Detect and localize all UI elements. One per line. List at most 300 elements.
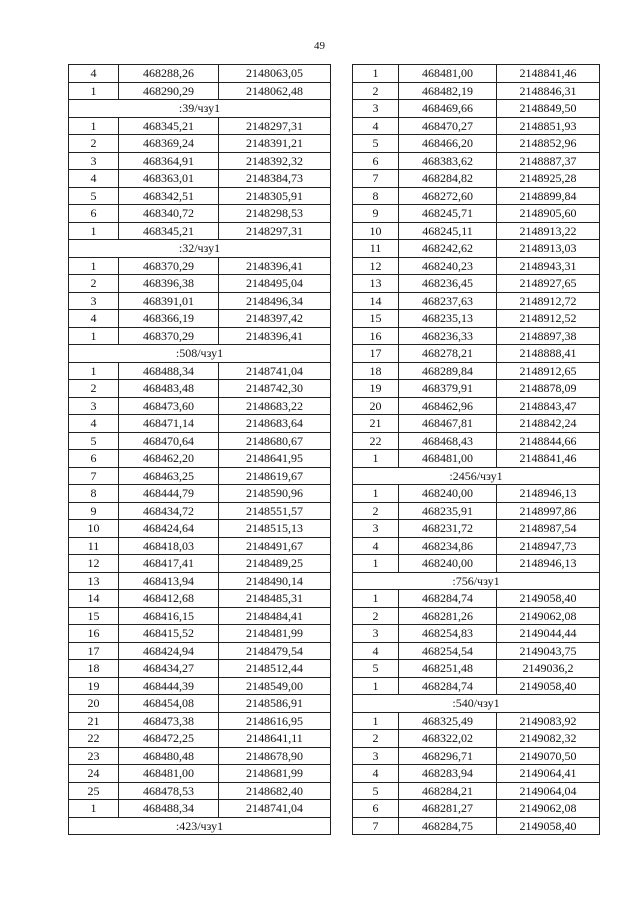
coordinate-row: [69, 712, 331, 730]
parcel-label: :423/чзу1: [69, 817, 331, 835]
x-coordinate-cell: 468284,74: [399, 677, 497, 695]
point-number-cell: 1: [353, 712, 399, 730]
x-coordinate-cell: 468345,21: [119, 117, 219, 135]
coordinate-row: [353, 240, 600, 258]
coordinate-row: [353, 187, 600, 205]
x-coordinate-cell: 468462,96: [399, 397, 497, 415]
y-coordinate-cell: 2148641,11: [219, 730, 331, 748]
coordinate-row: [69, 187, 331, 205]
y-coordinate-cell: 2148844,66: [497, 432, 600, 450]
x-coordinate-cell: 468272,60: [399, 187, 497, 205]
coordinate-row: [353, 345, 600, 363]
point-number-cell: 4: [353, 537, 399, 555]
parcel-label-row: [353, 572, 600, 590]
point-number-cell: 15: [69, 607, 119, 625]
x-coordinate-cell: 468418,03: [119, 537, 219, 555]
y-coordinate-cell: 2148897,38: [497, 327, 600, 345]
y-coordinate-cell: 2148495,04: [219, 275, 331, 293]
x-coordinate-cell: 468254,54: [399, 642, 497, 660]
y-coordinate-cell: 2149044,44: [497, 625, 600, 643]
y-coordinate-cell: 2148616,95: [219, 712, 331, 730]
y-coordinate-cell: 2148946,13: [497, 485, 600, 503]
y-coordinate-cell: 2148491,67: [219, 537, 331, 555]
coordinate-row: [69, 485, 331, 503]
point-number-cell: 14: [353, 292, 399, 310]
x-coordinate-cell: 468281,26: [399, 607, 497, 625]
x-coordinate-cell: 468396,38: [119, 275, 219, 293]
x-coordinate-cell: 468444,79: [119, 485, 219, 503]
point-number-cell: 1: [353, 555, 399, 573]
x-coordinate-cell: 468240,23: [399, 257, 497, 275]
coordinate-row: [69, 747, 331, 765]
coordinate-row: [353, 222, 600, 240]
coordinate-row: [69, 660, 331, 678]
point-number-cell: 16: [353, 327, 399, 345]
coordinate-row: [353, 730, 600, 748]
point-number-cell: 1: [69, 117, 119, 135]
point-number-cell: 13: [69, 572, 119, 590]
coordinate-row: [353, 205, 600, 223]
y-coordinate-cell: 2148396,41: [219, 257, 331, 275]
y-coordinate-cell: 2148741,04: [219, 362, 331, 380]
y-coordinate-cell: 2148899,84: [497, 187, 600, 205]
y-coordinate-cell: 2148912,52: [497, 310, 600, 328]
point-number-cell: 1: [69, 327, 119, 345]
x-coordinate-cell: 468413,94: [119, 572, 219, 590]
coordinate-row: [69, 555, 331, 573]
x-coordinate-cell: 468488,34: [119, 800, 219, 818]
point-number-cell: 1: [69, 362, 119, 380]
x-coordinate-cell: 468478,53: [119, 782, 219, 800]
coordinate-row: [69, 170, 331, 188]
x-coordinate-cell: 468289,84: [399, 362, 497, 380]
y-coordinate-cell: 2148843,47: [497, 397, 600, 415]
point-number-cell: 5: [353, 135, 399, 153]
point-number-cell: 8: [69, 485, 119, 503]
y-coordinate-cell: 2148297,31: [219, 117, 331, 135]
y-coordinate-cell: 2149058,40: [497, 817, 600, 835]
x-coordinate-cell: 468481,00: [399, 65, 497, 83]
y-coordinate-cell: 2149064,41: [497, 765, 600, 783]
point-number-cell: 9: [69, 502, 119, 520]
y-coordinate-cell: 2148392,32: [219, 152, 331, 170]
point-number-cell: 20: [353, 397, 399, 415]
parcel-label-row: [69, 345, 331, 363]
coordinate-row: [69, 135, 331, 153]
y-coordinate-cell: 2148841,46: [497, 450, 600, 468]
y-coordinate-cell: 2149082,32: [497, 730, 600, 748]
point-number-cell: 17: [353, 345, 399, 363]
point-number-cell: 2: [353, 502, 399, 520]
y-coordinate-cell: 2148741,04: [219, 800, 331, 818]
coordinate-row: [353, 82, 600, 100]
x-coordinate-cell: 468473,60: [119, 397, 219, 415]
coordinate-row: [353, 502, 600, 520]
page-number: 49: [314, 40, 325, 52]
coordinate-row: [353, 660, 600, 678]
x-coordinate-cell: 468417,41: [119, 555, 219, 573]
coordinate-row: [69, 117, 331, 135]
x-coordinate-cell: 468245,71: [399, 205, 497, 223]
parcel-label: :756/чзу1: [353, 572, 600, 590]
coordinate-row: [69, 275, 331, 293]
y-coordinate-cell: 2148396,41: [219, 327, 331, 345]
coordinate-row: [353, 292, 600, 310]
x-coordinate-cell: 468342,51: [119, 187, 219, 205]
x-coordinate-cell: 468463,25: [119, 467, 219, 485]
y-coordinate-cell: 2148841,46: [497, 65, 600, 83]
coordinate-row: [69, 765, 331, 783]
coordinate-row: [69, 362, 331, 380]
x-coordinate-cell: 468416,15: [119, 607, 219, 625]
y-coordinate-cell: 2149036,2: [497, 660, 600, 678]
y-coordinate-cell: 2148680,67: [219, 432, 331, 450]
point-number-cell: 3: [353, 747, 399, 765]
right-coordinates-table: [352, 64, 600, 835]
coordinate-row: [353, 397, 600, 415]
x-coordinate-cell: 468235,13: [399, 310, 497, 328]
x-coordinate-cell: 468288,26: [119, 65, 219, 83]
point-number-cell: 25: [69, 782, 119, 800]
x-coordinate-cell: 468415,52: [119, 625, 219, 643]
point-number-cell: 7: [69, 467, 119, 485]
coordinate-row: [353, 135, 600, 153]
y-coordinate-cell: 2148641,95: [219, 450, 331, 468]
coordinate-row: [353, 782, 600, 800]
y-coordinate-cell: 2148512,44: [219, 660, 331, 678]
parcel-label-row: [353, 695, 600, 713]
coordinate-row: [69, 205, 331, 223]
point-number-cell: 10: [69, 520, 119, 538]
point-number-cell: 15: [353, 310, 399, 328]
y-coordinate-cell: 2148913,22: [497, 222, 600, 240]
x-coordinate-cell: 468284,74: [399, 590, 497, 608]
y-coordinate-cell: 2148391,21: [219, 135, 331, 153]
coordinate-row: [353, 170, 600, 188]
x-coordinate-cell: 468364,91: [119, 152, 219, 170]
y-coordinate-cell: 2148551,57: [219, 502, 331, 520]
point-number-cell: 4: [69, 415, 119, 433]
y-coordinate-cell: 2148878,09: [497, 380, 600, 398]
coordinate-row: [353, 380, 600, 398]
coordinate-row: [353, 432, 600, 450]
point-number-cell: 3: [69, 152, 119, 170]
coordinate-row: [69, 642, 331, 660]
x-coordinate-cell: 468412,68: [119, 590, 219, 608]
point-number-cell: 18: [69, 660, 119, 678]
point-number-cell: 1: [353, 677, 399, 695]
coordinate-row: [69, 257, 331, 275]
point-number-cell: 3: [353, 520, 399, 538]
parcel-label: :508/чзу1: [69, 345, 331, 363]
x-coordinate-cell: 468369,24: [119, 135, 219, 153]
x-coordinate-cell: 468284,82: [399, 170, 497, 188]
coordinate-row: [69, 607, 331, 625]
coordinate-row: [69, 520, 331, 538]
point-number-cell: 18: [353, 362, 399, 380]
y-coordinate-cell: 2148943,31: [497, 257, 600, 275]
y-coordinate-cell: 2148683,64: [219, 415, 331, 433]
point-number-cell: 1: [69, 222, 119, 240]
coordinate-row: [69, 397, 331, 415]
x-coordinate-cell: 468290,29: [119, 82, 219, 100]
point-number-cell: 6: [69, 450, 119, 468]
coordinate-row: [353, 677, 600, 695]
x-coordinate-cell: 468424,64: [119, 520, 219, 538]
coordinate-row: [353, 537, 600, 555]
x-coordinate-cell: 468424,94: [119, 642, 219, 660]
x-coordinate-cell: 468462,20: [119, 450, 219, 468]
y-coordinate-cell: 2148842,24: [497, 415, 600, 433]
point-number-cell: 3: [353, 625, 399, 643]
point-number-cell: 4: [353, 642, 399, 660]
point-number-cell: 11: [69, 537, 119, 555]
y-coordinate-cell: 2148549,00: [219, 677, 331, 695]
point-number-cell: 2: [353, 607, 399, 625]
coordinate-row: [353, 450, 600, 468]
x-coordinate-cell: 468467,81: [399, 415, 497, 433]
coordinate-row: [353, 765, 600, 783]
y-coordinate-cell: 2148515,13: [219, 520, 331, 538]
point-number-cell: 7: [353, 170, 399, 188]
y-coordinate-cell: 2149058,40: [497, 590, 600, 608]
y-coordinate-cell: 2148590,96: [219, 485, 331, 503]
y-coordinate-cell: 2148925,28: [497, 170, 600, 188]
point-number-cell: 12: [69, 555, 119, 573]
y-coordinate-cell: 2148887,37: [497, 152, 600, 170]
point-number-cell: 5: [69, 432, 119, 450]
y-coordinate-cell: 2148586,91: [219, 695, 331, 713]
y-coordinate-cell: 2148851,93: [497, 117, 600, 135]
point-number-cell: 14: [69, 590, 119, 608]
x-coordinate-cell: 468483,48: [119, 380, 219, 398]
coordinate-row: [353, 327, 600, 345]
point-number-cell: 7: [353, 817, 399, 835]
point-number-cell: 4: [353, 117, 399, 135]
x-coordinate-cell: 468383,62: [399, 152, 497, 170]
y-coordinate-cell: 2148846,31: [497, 82, 600, 100]
y-coordinate-cell: 2148496,34: [219, 292, 331, 310]
y-coordinate-cell: 2148619,67: [219, 467, 331, 485]
y-coordinate-cell: 2148946,13: [497, 555, 600, 573]
left-coordinates-table: [68, 64, 331, 835]
point-number-cell: 19: [353, 380, 399, 398]
point-number-cell: 2: [69, 135, 119, 153]
x-coordinate-cell: 468370,29: [119, 327, 219, 345]
x-coordinate-cell: 468363,01: [119, 170, 219, 188]
point-number-cell: 23: [69, 747, 119, 765]
y-coordinate-cell: 2148683,22: [219, 397, 331, 415]
coordinate-row: [69, 380, 331, 398]
y-coordinate-cell: 2149062,08: [497, 800, 600, 818]
x-coordinate-cell: 468296,71: [399, 747, 497, 765]
coordinate-row: [353, 65, 600, 83]
x-coordinate-cell: 468471,14: [119, 415, 219, 433]
point-number-cell: 1: [69, 800, 119, 818]
x-coordinate-cell: 468444,39: [119, 677, 219, 695]
x-coordinate-cell: 468488,34: [119, 362, 219, 380]
coordinate-row: [353, 590, 600, 608]
x-coordinate-cell: 468480,48: [119, 747, 219, 765]
coordinate-row: [353, 362, 600, 380]
point-number-cell: 3: [69, 292, 119, 310]
coordinate-row: [353, 800, 600, 818]
coordinate-row: [69, 450, 331, 468]
x-coordinate-cell: 468469,66: [399, 100, 497, 118]
x-coordinate-cell: 468345,21: [119, 222, 219, 240]
point-number-cell: 1: [353, 65, 399, 83]
coordinate-row: [69, 415, 331, 433]
coordinate-row: [69, 782, 331, 800]
x-coordinate-cell: 468466,20: [399, 135, 497, 153]
point-number-cell: 21: [69, 712, 119, 730]
y-coordinate-cell: 2148912,65: [497, 362, 600, 380]
coordinate-row: [353, 257, 600, 275]
point-number-cell: 1: [353, 450, 399, 468]
point-number-cell: 4: [69, 310, 119, 328]
point-number-cell: 1: [353, 590, 399, 608]
point-number-cell: 2: [353, 82, 399, 100]
x-coordinate-cell: 468235,91: [399, 502, 497, 520]
x-coordinate-cell: 468482,19: [399, 82, 497, 100]
y-coordinate-cell: 2148485,31: [219, 590, 331, 608]
parcel-label: :2456/чзу1: [353, 467, 600, 485]
y-coordinate-cell: 2149083,92: [497, 712, 600, 730]
y-coordinate-cell: 2148397,42: [219, 310, 331, 328]
point-number-cell: 16: [69, 625, 119, 643]
coordinate-row: [353, 642, 600, 660]
point-number-cell: 4: [69, 170, 119, 188]
point-number-cell: 2: [353, 730, 399, 748]
coordinate-row: [69, 730, 331, 748]
y-coordinate-cell: 2148489,25: [219, 555, 331, 573]
y-coordinate-cell: 2148927,65: [497, 275, 600, 293]
point-number-cell: 22: [353, 432, 399, 450]
parcel-label-row: [69, 817, 331, 835]
point-number-cell: 9: [353, 205, 399, 223]
point-number-cell: 17: [69, 642, 119, 660]
coordinate-row: [69, 502, 331, 520]
x-coordinate-cell: 468473,38: [119, 712, 219, 730]
coordinate-row: [353, 485, 600, 503]
x-coordinate-cell: 468281,27: [399, 800, 497, 818]
parcel-label: :540/чзу1: [353, 695, 600, 713]
coordinate-row: [69, 677, 331, 695]
point-number-cell: 22: [69, 730, 119, 748]
y-coordinate-cell: 2148678,90: [219, 747, 331, 765]
y-coordinate-cell: 2148305,91: [219, 187, 331, 205]
x-coordinate-cell: 468325,49: [399, 712, 497, 730]
parcel-label-row: [69, 240, 331, 258]
y-coordinate-cell: 2149043,75: [497, 642, 600, 660]
y-coordinate-cell: 2149058,40: [497, 677, 600, 695]
x-coordinate-cell: 468470,64: [119, 432, 219, 450]
point-number-cell: 12: [353, 257, 399, 275]
parcel-label: :32/чзу1: [69, 240, 331, 258]
point-number-cell: 2: [69, 275, 119, 293]
coordinate-row: [353, 100, 600, 118]
x-coordinate-cell: 468234,86: [399, 537, 497, 555]
y-coordinate-cell: 2148297,31: [219, 222, 331, 240]
y-coordinate-cell: 2148947,73: [497, 537, 600, 555]
coordinate-row: [69, 537, 331, 555]
x-coordinate-cell: 468454,08: [119, 695, 219, 713]
y-coordinate-cell: 2148682,40: [219, 782, 331, 800]
y-coordinate-cell: 2148852,96: [497, 135, 600, 153]
point-number-cell: 6: [353, 152, 399, 170]
coordinate-row: [353, 117, 600, 135]
x-coordinate-cell: 468472,25: [119, 730, 219, 748]
y-coordinate-cell: 2149070,50: [497, 747, 600, 765]
y-coordinate-cell: 2148913,03: [497, 240, 600, 258]
point-number-cell: 11: [353, 240, 399, 258]
coordinate-row: [69, 327, 331, 345]
x-coordinate-cell: 468481,00: [399, 450, 497, 468]
x-coordinate-cell: 468240,00: [399, 485, 497, 503]
x-coordinate-cell: 468370,29: [119, 257, 219, 275]
y-coordinate-cell: 2148742,30: [219, 380, 331, 398]
point-number-cell: 3: [353, 100, 399, 118]
point-number-cell: 1: [353, 485, 399, 503]
y-coordinate-cell: 2148384,73: [219, 170, 331, 188]
coordinate-row: [69, 310, 331, 328]
y-coordinate-cell: 2148987,54: [497, 520, 600, 538]
y-coordinate-cell: 2148479,54: [219, 642, 331, 660]
point-number-cell: 21: [353, 415, 399, 433]
coordinate-row: [69, 625, 331, 643]
coordinate-row: [353, 520, 600, 538]
y-coordinate-cell: 2148912,72: [497, 292, 600, 310]
y-coordinate-cell: 2148484,41: [219, 607, 331, 625]
coordinate-row: [69, 590, 331, 608]
coordinate-row: [69, 572, 331, 590]
coordinate-row: [69, 467, 331, 485]
point-number-cell: 10: [353, 222, 399, 240]
x-coordinate-cell: 468284,21: [399, 782, 497, 800]
coordinate-row: [69, 800, 331, 818]
y-coordinate-cell: 2148063,05: [219, 65, 331, 83]
coordinate-row: [353, 310, 600, 328]
y-coordinate-cell: 2148888,41: [497, 345, 600, 363]
point-number-cell: 5: [353, 782, 399, 800]
coordinate-row: [353, 747, 600, 765]
coordinate-row: [69, 65, 331, 83]
x-coordinate-cell: 468468,43: [399, 432, 497, 450]
y-coordinate-cell: 2148490,14: [219, 572, 331, 590]
y-coordinate-cell: 2148681,99: [219, 765, 331, 783]
y-coordinate-cell: 2148298,53: [219, 205, 331, 223]
x-coordinate-cell: 468284,75: [399, 817, 497, 835]
x-coordinate-cell: 468366,19: [119, 310, 219, 328]
x-coordinate-cell: 468322,02: [399, 730, 497, 748]
parcel-label-row: [69, 100, 331, 118]
coordinate-row: [69, 695, 331, 713]
x-coordinate-cell: 468240,00: [399, 555, 497, 573]
point-number-cell: 5: [353, 660, 399, 678]
point-number-cell: 1: [69, 82, 119, 100]
x-coordinate-cell: 468237,63: [399, 292, 497, 310]
y-coordinate-cell: 2149062,08: [497, 607, 600, 625]
parcel-label: :39/чзу1: [69, 100, 331, 118]
coordinate-row: [353, 555, 600, 573]
coordinate-row: [353, 712, 600, 730]
coordinate-row: [353, 817, 600, 835]
point-number-cell: 19: [69, 677, 119, 695]
x-coordinate-cell: 468434,27: [119, 660, 219, 678]
point-number-cell: 4: [69, 65, 119, 83]
y-coordinate-cell: 2148849,50: [497, 100, 600, 118]
y-coordinate-cell: 2148905,60: [497, 205, 600, 223]
